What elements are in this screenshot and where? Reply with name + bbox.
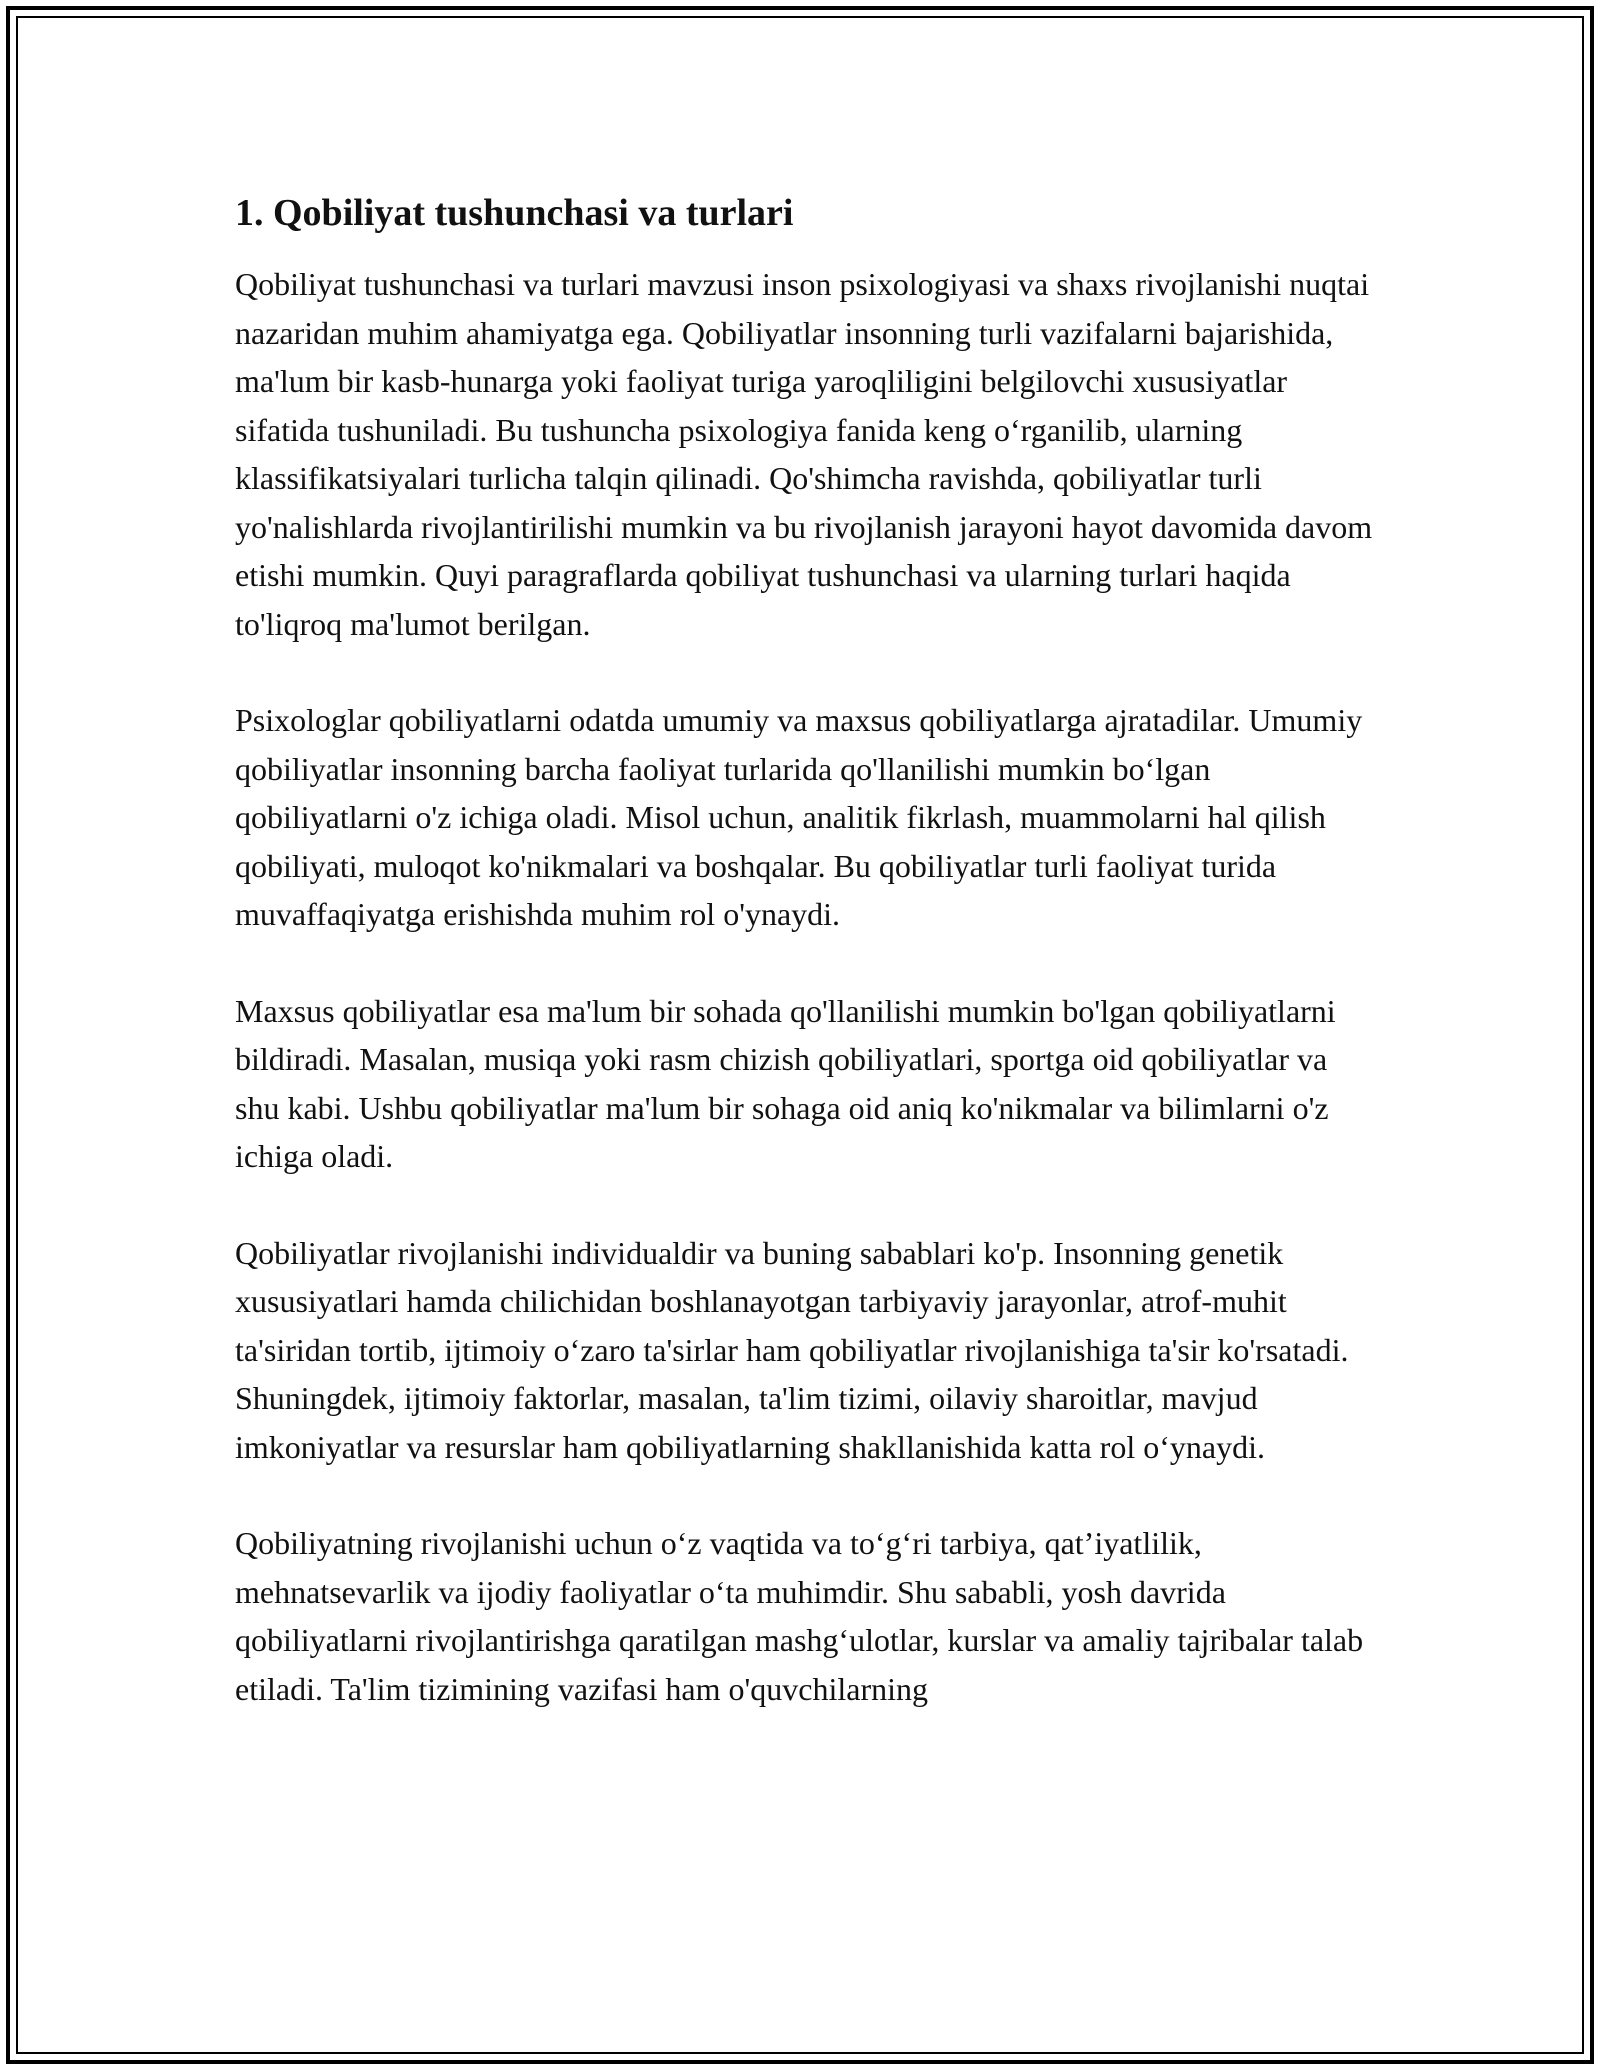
section-heading: 1. Qobiliyat tushunchasi va turlari	[235, 192, 794, 234]
paragraph-3: Maxsus qobiliyatlar esa ma'lum bir sohada qo'llanilishi mumkin bo'lgan qobiliyatlarni bildiradi. Masalan, musiqa yoki rasm chizish qobiliyatlari, sportga oid qobiliyatlar va shu kabi. Ushbu qobiliyatlar ma'lum bir sohaga oid aniq ko'nikmalar va bilimlarni o'z ichiga oladi.	[235, 992, 1336, 1174]
document-body	[235, 184, 1375, 1761]
paragraph-2: Psixologlar qobiliyatlarni odatda umumiy va maxsus qobiliyatlarga ajratadilar. Umumiy qobiliyatlar insonning barcha faoliyat turlarida qo'llanilishi mumkin bo‘lgan qobiliyatlarni o'z ichiga oladi. Misol uchun, analitik fikrlash, muammolarni hal qilish qobiliyati, muloqot ko'nikmalari va boshqalar. Bu qobiliyatlar turli faoliyat turida muvaffaqiyatga erishishda muhim rol o'ynaydi.	[235, 702, 1363, 932]
paragraph-1: Qobiliyat tushunchasi va turlari mavzusi inson psixologiyasi va shaxs rivojlanishi nuqtai nazaridan muhim ahamiyatga ega. Qobiliyatlar insonning turli vazifalarni bajarishida, ma'lum bir kasb-hunarga yoki faoliyat turiga yaroqliligini belgilovchi xususiyatlar sifatida tushuniladi. Bu tushuncha psixologiya fanida keng o‘rganilib, ularning klassifikatsiyalari turlicha talqin qilinadi. Qo'shimcha ravishda, qobiliyatlar turli yo'nalishlarda rivojlantirilishi mumkin va bu rivojlanish jarayoni hayot davomida davom etishi mumkin. Quyi paragraflarda qobiliyat tushunchasi va ularning turlari haqida to'liqroq ma'lumot berilgan.	[235, 266, 1373, 642]
paragraph-4: Qobiliyatlar rivojlanishi individualdir va buning sabablari ko'p. Insonning genetik xususiyatlari hamda chilichidan boshlanayotgan tarbiyaviy jarayonlar, atrof-muhit ta'siridan tortib, ijtimoiy o‘zaro ta'sirlar ham qobiliyatlar rivojlanishiga ta'sir ko'rsatadi. Shuningdek, ijtimoiy faktorlar, masalan, ta'lim tizimi, oilaviy sharoitlar, mavjud imkoniyatlar va resurslar ham qobiliyatlarning shakllanishida katta rol o‘ynaydi.	[235, 1234, 1349, 1465]
paragraph-5: Qobiliyatning rivojlanishi uchun o‘z vaqtida va to‘g‘ri tarbiya, qat’iyatlilik, mehnatsevarlik va ijodiy faoliyatlar o‘ta muhimdir. Shu sababli, yosh davrida qobiliyatlarni rivojlantirishga qaratilgan mashg‘ulotlar, kurslar va amaliy tajribalar talab etiladi. Ta'lim tizimining vazifasi ham o'quvchilarning	[235, 1525, 1364, 1707]
